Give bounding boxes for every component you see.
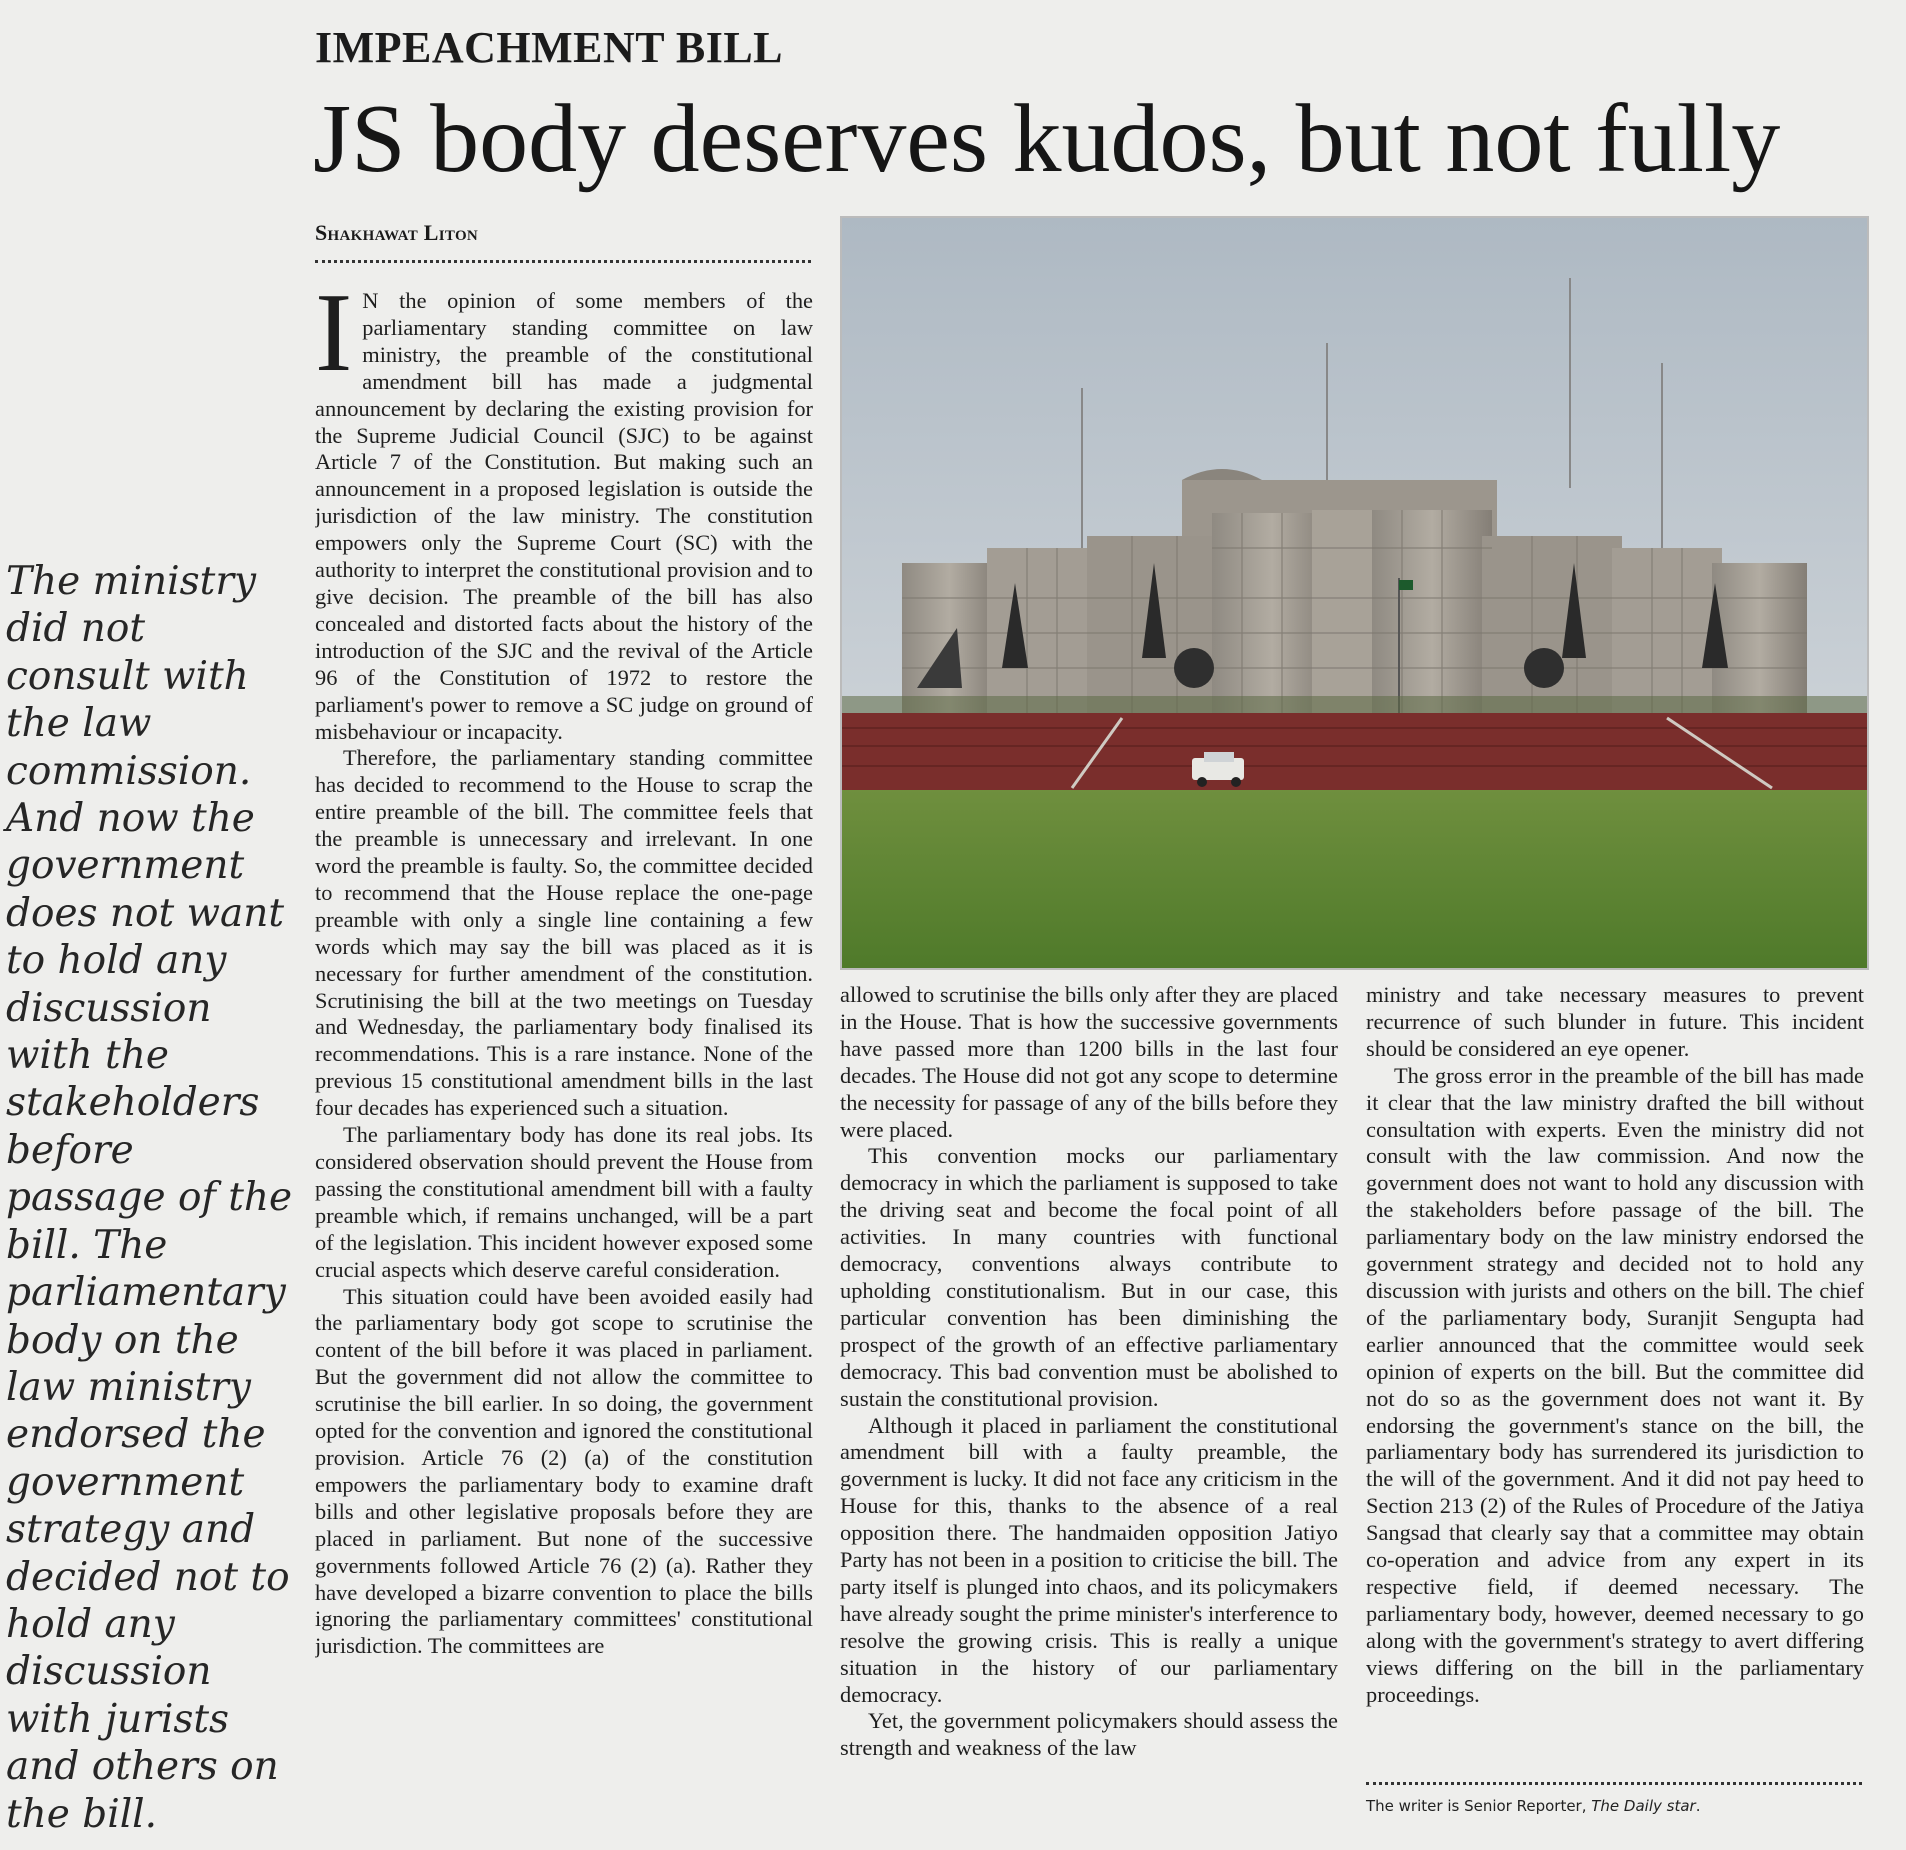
headline: JS body deserves kudos, but not fully xyxy=(313,85,1781,193)
paragraph-5: This convention mocks our parliamentary democracy in which the parliament is supposed to take the driving seat and become the focal point of all activities. In many countries with functional democracy, conventions always contribute to upholding constitutionalism. But in our case, this particular convention has been diminishing the prospect of the growth of an effective parliamentary democracy. This bad convention must be abolished to sustain the constitutional provision. xyxy=(840,1143,1338,1411)
paragraph-4-continued: allowed to scrutinise the bills only after they are placed in the House. That is how the successive governments have passed more than 1200 bills in the last four decades. The House did not got any scope to determine the necessity for passage of any of the bills before they were placed. xyxy=(840,982,1338,1142)
article-photo-parliament-building xyxy=(840,216,1869,970)
article-column-3 xyxy=(1366,982,1864,1762)
article-column-1 xyxy=(315,288,813,1826)
paragraph-6: Although it placed in parliament the constitutional amendment bill with a faulty preamble, the government is lucky. It did not face any criticism in the House for this, thanks to the absence of a real opposition there. The handmaiden opposition Jatiyo Party has not been in a position to criticise the bill. The party itself is plunged into chaos, and its policymakers have already sought the prime minister's interference to resolve the growing crisis. This is really a unique situation in the history of our parliamentary democracy. xyxy=(840,1412,1338,1707)
byline: Shakhawat Liton xyxy=(315,220,479,245)
pull-quote: The ministry did not consult with the law commission. And now the government does not want to hold any discussion with the stakeholders before passage of the bill. The parliamentary body on the law ministry endorsed the government strategy and decided not to hold any discussion with jurists and others on the bill. xyxy=(6,559,293,1837)
paragraph-7: Yet, the government policymakers should assess the strength and weakness of the law xyxy=(840,1708,1338,1761)
drop-cap: I xyxy=(315,288,353,395)
byline-rule xyxy=(315,260,811,263)
writer-footnote: The writer is Senior Reporter, The Daily star. xyxy=(1366,1797,1701,1815)
paragraph-2: Therefore, the parliamentary standing committee has decided to recommend to the House to scrap the entire preamble of the bill. The committee feels that the preamble is unnecessary and irrelevant. In one word the preamble is faulty. So, the committee decided to recommend that the House replace the one-page preamble with only a single line containing a few words which may say the bill was placed as it is necessary for further amendment of the constitution. Scrutinising the bill at the two meetings on Tuesday and Wednesday, the parliamentary body finalised its recommendations. This is a rare instance. None of the previous 15 constitutional amendment bills in the last four decades has experienced such a situation. xyxy=(315,745,813,1121)
footnote-rule xyxy=(1366,1782,1862,1785)
publication-name: The Daily star xyxy=(1591,1797,1696,1815)
paragraph-3: The parliamentary body has done its real jobs. Its considered observation should prevent the House from passing the constitutional amendment bill with a faulty preamble which, if remains unchanged, will be a part of the legislation. This incident however exposed some crucial aspects which deserve careful consideration. xyxy=(315,1122,813,1282)
section-kicker: IMPEACHMENT BILL xyxy=(315,23,784,72)
paragraph-1: I N the opinion of some members of the parliamentary standing committee on law ministry, the preamble of the constitutional amendment bill has made a judgmental announcement by declaring the existing provision for the Supreme Judicial Council (SJC) to be against Article 7 of the Constitution. But making such an announcement in a proposed legislation is outside the jurisdiction of the law ministry. The constitution empowers only the Supreme Court (SC) with the authority to interpret the constitutional provision and to give decision. The preamble of the bill has also concealed and distorted facts about the history of the introduction of the SJC and the revival of the Article 96 of the Constitution of 1972 to restore the parliament's power to remove a SC judge on ground of misbehaviour or incapacity. xyxy=(315,288,813,744)
article-column-2 xyxy=(840,982,1338,1824)
paragraph-8: The gross error in the preamble of the bill has made it clear that the law ministry drafted the bill without consultation with experts. Even the ministry did not consult with the law commission. And now the government does not want to hold any discussion with the stakeholders before passage of the bill. The parliamentary body on the law ministry endorsed the government strategy and decided not to hold any discussion with jurists and others on the bill. The chief of the parliamentary body, Suranjit Sengupta had earlier announced that the committee would seek opinion of experts on the bill. But the committee did not do so as the government does not want it. By endorsing the government's stance on the bill, the parliamentary body has surrendered its jurisdiction to the will of the government. And it did not pay heed to Section 213 (2) of the Rules of Procedure of the Jatiya Sangsad that clearly say that a committee may obtain co-operation and advice from any expert in its respective field, if deemed necessary. The parliamentary body, however, deemed necessary to go along with the government's strategy to avert differing views differing on the bill in the parliamentary proceedings. xyxy=(1366,1062,1864,1707)
paragraph-4: This situation could have been avoided easily had the parliamentary body got scope to scrutinise the content of the bill before it was placed in parliament. But the government did not allow the committee to scrutinise the bill earlier. In so doing, the government opted for the convention and ignored the constitutional provision. Article 76 (2) (a) of the constitution empowers the parliamentary body to examine draft bills and other legislative proposals before they are placed in parliament. But none of the successive governments followed Article 76 (2) (a). Rather they have developed a bizarre convention to place the bills ignoring the parliamentary committees' constitutional jurisdiction. The committees are xyxy=(315,1283,813,1659)
paragraph-7-continued: ministry and take necessary measures to prevent recurrence of such blunder in future. This incident should be considered an eye opener. xyxy=(1366,982,1864,1061)
